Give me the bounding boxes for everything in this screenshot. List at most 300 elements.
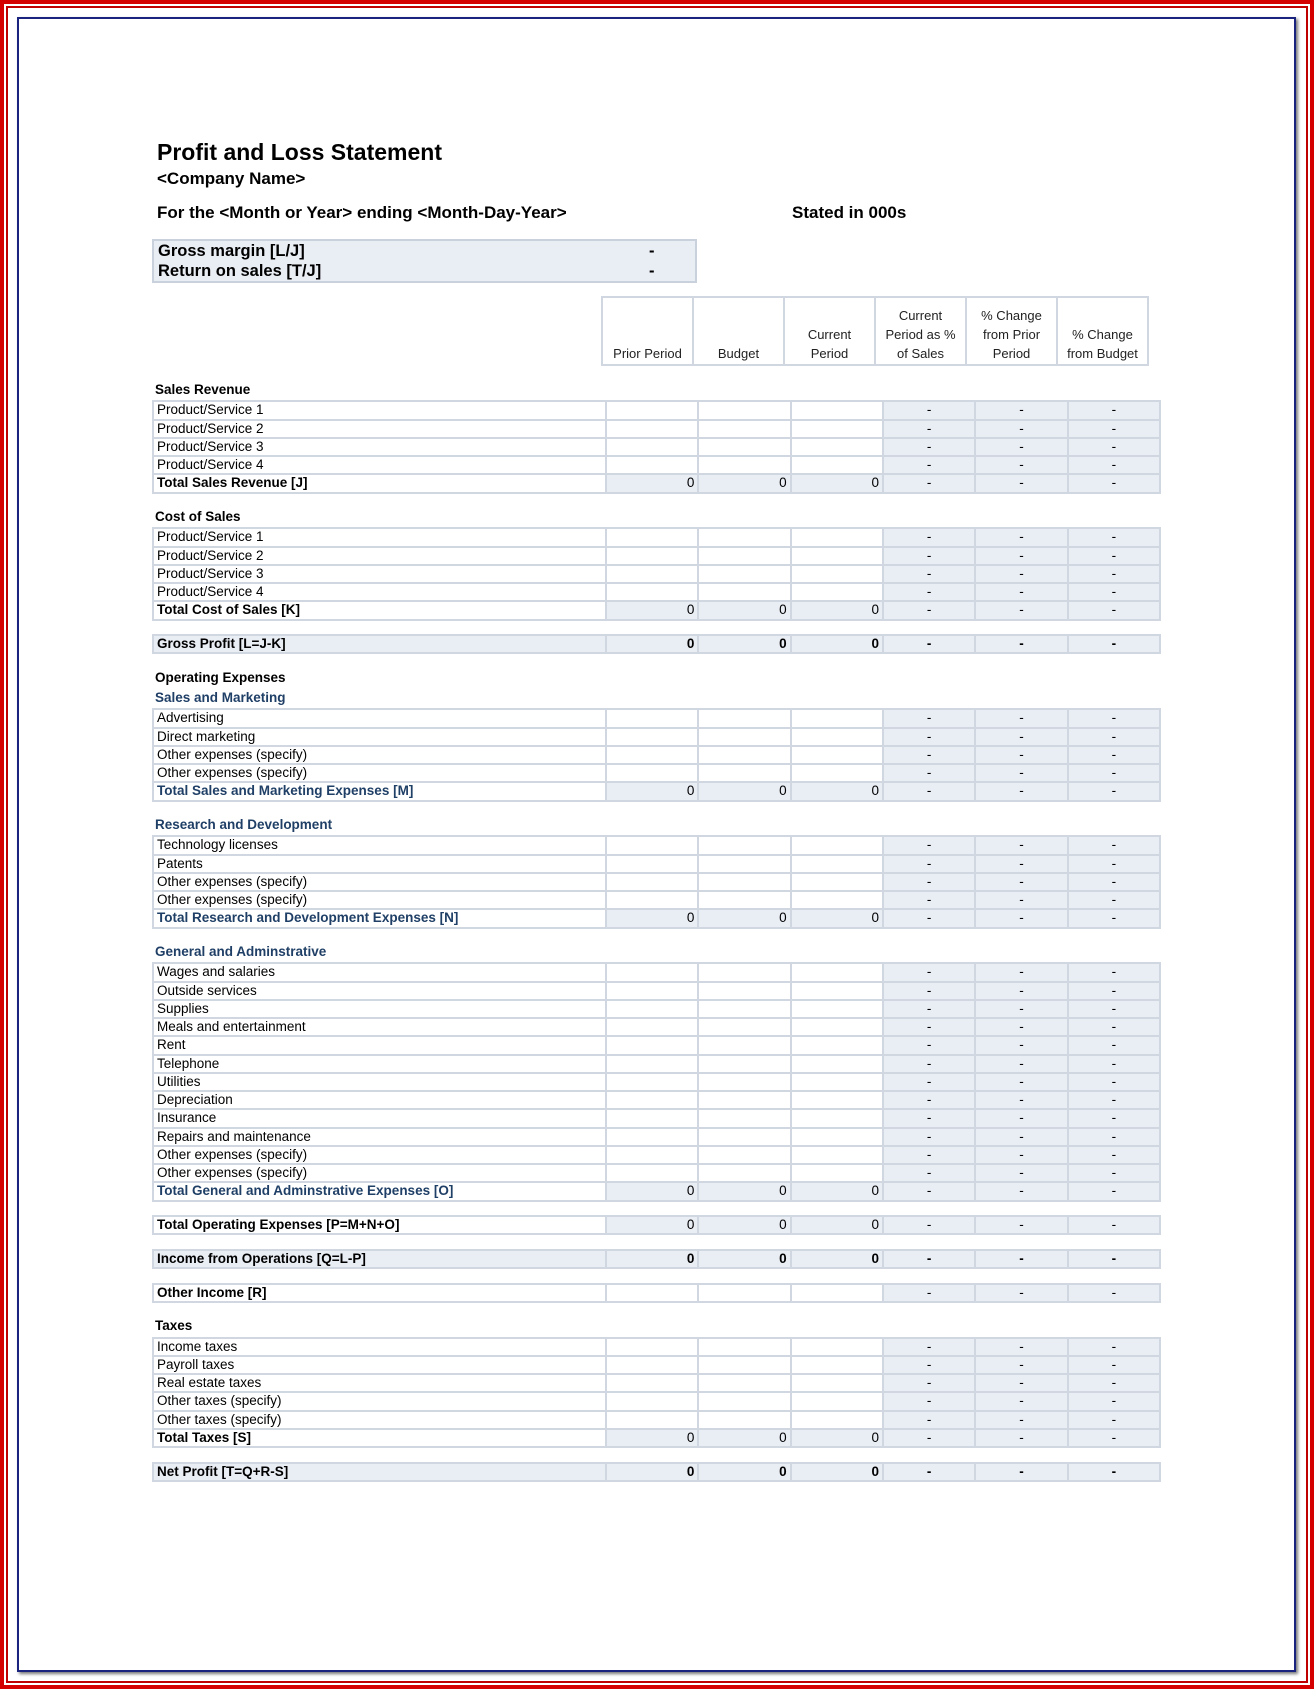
table-row (153, 565, 1160, 583)
amount-cell[interactable] (698, 1392, 790, 1410)
section-table (152, 634, 1161, 654)
row-label: Other expenses (specify) (153, 873, 606, 891)
amount-cell[interactable] (791, 565, 883, 583)
amount-cell: 0 (791, 1250, 883, 1268)
percent-cell: - (975, 891, 1067, 909)
row-label: Net Profit [T=Q+R-S] (153, 1463, 606, 1481)
table-row (153, 855, 1160, 873)
amount-cell[interactable] (698, 1018, 790, 1036)
amount-cell[interactable] (791, 891, 883, 909)
table-row (153, 1338, 1160, 1356)
percent-cell: - (975, 782, 1067, 800)
section-table (152, 527, 1161, 620)
amount-cell[interactable] (606, 728, 698, 746)
amount-cell[interactable] (791, 420, 883, 438)
row-label: Advertising (153, 709, 606, 727)
ratio-gross-margin (154, 241, 695, 261)
percent-cell: - (883, 1036, 975, 1054)
percent-cell: - (975, 709, 1067, 727)
percent-cell: - (1068, 855, 1160, 873)
amount-cell[interactable] (791, 456, 883, 474)
amount-cell[interactable] (791, 528, 883, 546)
row-label: Other expenses (specify) (153, 764, 606, 782)
percent-cell: - (883, 547, 975, 565)
percent-cell: - (1068, 456, 1160, 474)
table-row (153, 709, 1160, 727)
other-row (153, 1284, 1160, 1302)
total-row (153, 909, 1160, 927)
total-row (153, 782, 1160, 800)
amount-cell[interactable] (791, 1411, 883, 1429)
row-label: Payroll taxes (153, 1356, 606, 1374)
amount-cell[interactable] (698, 583, 790, 601)
amount-cell[interactable] (791, 583, 883, 601)
section-heading: Taxes (155, 1318, 193, 1334)
statement-body (152, 380, 1161, 1495)
percent-cell: - (883, 873, 975, 891)
amount-cell[interactable] (606, 836, 698, 854)
row-label: Total Operating Expenses [P=M+N+O] (153, 1216, 606, 1234)
table-row (153, 873, 1160, 891)
percent-cell: - (883, 474, 975, 492)
row-label: Supplies (153, 1000, 606, 1018)
percent-cell: - (975, 1036, 1067, 1054)
stated-units: Stated in 000s (792, 203, 907, 222)
percent-cell: - (975, 746, 1067, 764)
amount-cell: 0 (606, 1463, 698, 1481)
amount-cell[interactable] (791, 1374, 883, 1392)
amount-cell[interactable] (791, 746, 883, 764)
percent-cell: - (1068, 963, 1160, 981)
amount-cell[interactable] (698, 401, 790, 419)
amount-cell[interactable] (791, 836, 883, 854)
table-row (153, 583, 1160, 601)
percent-cell: - (1068, 601, 1160, 619)
amount-cell[interactable] (791, 1164, 883, 1182)
amount-cell[interactable] (698, 1411, 790, 1429)
row-label: Insurance (153, 1109, 606, 1127)
percent-cell: - (1068, 1429, 1160, 1447)
percent-cell: - (975, 438, 1067, 456)
amount-cell[interactable] (606, 1000, 698, 1018)
percent-cell: - (975, 728, 1067, 746)
percent-cell: - (883, 1055, 975, 1073)
percent-cell: - (975, 528, 1067, 546)
table-row (153, 746, 1160, 764)
amount-cell[interactable] (698, 1164, 790, 1182)
amount-cell[interactable] (606, 1146, 698, 1164)
amount-cell[interactable] (791, 1055, 883, 1073)
percent-cell: - (883, 420, 975, 438)
percent-cell: - (975, 1338, 1067, 1356)
ratios-box (152, 239, 697, 283)
amount-cell[interactable] (791, 1000, 883, 1018)
amount-cell[interactable] (791, 1018, 883, 1036)
percent-cell: - (975, 635, 1067, 653)
amount-cell[interactable] (606, 547, 698, 565)
table-row (153, 401, 1160, 419)
statement-section (152, 815, 1161, 929)
percent-cell: - (883, 1073, 975, 1091)
amount-cell[interactable] (698, 982, 790, 1000)
percent-cell: - (975, 1374, 1067, 1392)
amount-cell[interactable] (698, 1356, 790, 1374)
column-headers (603, 296, 1149, 366)
amount-cell: 0 (606, 601, 698, 619)
amount-cell[interactable] (698, 1055, 790, 1073)
row-label: Technology licenses (153, 836, 606, 854)
percent-cell: - (1068, 1128, 1160, 1146)
section-table (152, 1337, 1161, 1449)
amount-cell[interactable] (606, 1338, 698, 1356)
percent-cell: - (975, 764, 1067, 782)
amount-cell[interactable] (698, 728, 790, 746)
amount-cell[interactable] (791, 547, 883, 565)
section-table (152, 962, 1161, 1201)
percent-cell: - (883, 1338, 975, 1356)
percent-cell: - (1068, 420, 1160, 438)
col-prior-period: Prior Period (601, 296, 694, 366)
amount-cell[interactable] (791, 1392, 883, 1410)
amount-cell[interactable] (606, 764, 698, 782)
percent-cell: - (1068, 1392, 1160, 1410)
ratio-value: - (649, 262, 655, 280)
percent-cell: - (1068, 1073, 1160, 1091)
table-row (153, 1109, 1160, 1127)
percent-cell: - (1068, 764, 1160, 782)
total-row (153, 601, 1160, 619)
amount-cell: 0 (698, 635, 790, 653)
amount-cell[interactable] (698, 528, 790, 546)
amount-cell[interactable] (791, 1146, 883, 1164)
row-label: Utilities (153, 1073, 606, 1091)
percent-cell: - (883, 635, 975, 653)
percent-cell: - (975, 456, 1067, 474)
percent-cell: - (975, 1250, 1067, 1268)
percent-cell: - (1068, 528, 1160, 546)
statement-section (152, 942, 1161, 1202)
amount-cell[interactable] (698, 1284, 790, 1302)
col-change-prior: % Change from Prior Period (965, 296, 1058, 366)
table-row (153, 1164, 1160, 1182)
percent-cell: - (1068, 728, 1160, 746)
percent-cell: - (883, 1463, 975, 1481)
row-label: Total Sales and Marketing Expenses [M] (153, 782, 606, 800)
amount-cell[interactable] (606, 1284, 698, 1302)
amount-cell[interactable] (791, 1073, 883, 1091)
percent-cell: - (883, 1091, 975, 1109)
row-label: Income from Operations [Q=L-P] (153, 1250, 606, 1268)
percent-cell: - (883, 1164, 975, 1182)
amount-cell[interactable] (698, 764, 790, 782)
amount-cell[interactable] (606, 528, 698, 546)
percent-cell: - (883, 891, 975, 909)
amount-cell[interactable] (606, 1164, 698, 1182)
amount-cell: 0 (698, 782, 790, 800)
amount-cell: 0 (606, 1182, 698, 1200)
percent-cell: - (1068, 547, 1160, 565)
percent-cell: - (975, 909, 1067, 927)
row-label: Real estate taxes (153, 1374, 606, 1392)
percent-cell: - (975, 1128, 1067, 1146)
percent-cell: - (883, 728, 975, 746)
row-label: Total Research and Development Expenses [N] (153, 909, 606, 927)
table-row (153, 547, 1160, 565)
percent-cell: - (1068, 1018, 1160, 1036)
row-label: Total Sales Revenue [J] (153, 474, 606, 492)
statement-section (152, 1462, 1161, 1482)
statement-section (152, 507, 1161, 621)
amount-cell[interactable] (791, 1356, 883, 1374)
percent-cell: - (975, 982, 1067, 1000)
percent-cell: - (883, 601, 975, 619)
table-row (153, 1411, 1160, 1429)
amount-cell[interactable] (791, 401, 883, 419)
percent-cell: - (883, 1146, 975, 1164)
table-row (153, 420, 1160, 438)
amount-cell: 0 (698, 1429, 790, 1447)
amount-cell: 0 (791, 909, 883, 927)
amount-cell[interactable] (606, 963, 698, 981)
amount-cell[interactable] (606, 1356, 698, 1374)
percent-cell: - (975, 1182, 1067, 1200)
summary-row (153, 635, 1160, 653)
amount-cell[interactable] (791, 728, 883, 746)
amount-cell[interactable] (698, 709, 790, 727)
percent-cell: - (883, 1000, 975, 1018)
row-label: Other taxes (specify) (153, 1392, 606, 1410)
amount-cell[interactable] (791, 855, 883, 873)
amount-cell[interactable] (791, 982, 883, 1000)
amount-cell[interactable] (698, 1128, 790, 1146)
percent-cell: - (1068, 782, 1160, 800)
percent-cell: - (883, 1018, 975, 1036)
page-title: Profit and Loss Statement (157, 139, 442, 165)
summary-row (153, 1250, 1160, 1268)
amount-cell[interactable] (606, 1392, 698, 1410)
table-row (153, 1356, 1160, 1374)
amount-cell[interactable] (606, 583, 698, 601)
percent-cell: - (975, 420, 1067, 438)
percent-cell: - (1068, 1374, 1160, 1392)
amount-cell[interactable] (606, 401, 698, 419)
amount-cell[interactable] (606, 1091, 698, 1109)
amount-cell: 0 (698, 1463, 790, 1481)
amount-cell[interactable] (698, 1091, 790, 1109)
amount-cell[interactable] (791, 1109, 883, 1127)
amount-cell[interactable] (606, 982, 698, 1000)
percent-cell: - (1068, 438, 1160, 456)
statement-section (152, 1215, 1161, 1235)
row-label: Product/Service 3 (153, 565, 606, 583)
amount-cell: 0 (698, 1182, 790, 1200)
percent-cell: - (1068, 873, 1160, 891)
amount-cell[interactable] (698, 963, 790, 981)
percent-cell: - (1068, 1164, 1160, 1182)
table-row (153, 1392, 1160, 1410)
amount-cell[interactable] (606, 1109, 698, 1127)
statement-section (152, 1249, 1161, 1269)
percent-cell: - (975, 474, 1067, 492)
percent-cell: - (975, 1164, 1067, 1182)
percent-cell: - (975, 1463, 1067, 1481)
amount-cell[interactable] (698, 456, 790, 474)
percent-cell: - (1068, 1356, 1160, 1374)
amount-cell[interactable] (698, 746, 790, 764)
statement-section (152, 1283, 1161, 1303)
total-row (153, 1182, 1160, 1200)
percent-cell: - (883, 836, 975, 854)
percent-cell: - (1068, 1091, 1160, 1109)
percent-cell: - (1068, 746, 1160, 764)
amount-cell[interactable] (698, 873, 790, 891)
amount-cell[interactable] (698, 1000, 790, 1018)
amount-cell[interactable] (606, 1055, 698, 1073)
amount-cell: 0 (606, 909, 698, 927)
amount-cell[interactable] (698, 1374, 790, 1392)
amount-cell[interactable] (698, 438, 790, 456)
subsection-heading: Sales and Marketing (155, 690, 286, 705)
amount-cell[interactable] (698, 891, 790, 909)
percent-cell: - (1068, 635, 1160, 653)
table-row (153, 1091, 1160, 1109)
amount-cell[interactable] (791, 1284, 883, 1302)
row-label: Wages and salaries (153, 963, 606, 981)
amount-cell[interactable] (791, 438, 883, 456)
amount-cell: 0 (698, 474, 790, 492)
amount-cell[interactable] (606, 1374, 698, 1392)
amount-cell[interactable] (606, 855, 698, 873)
percent-cell: - (883, 456, 975, 474)
percent-cell: - (883, 1216, 975, 1234)
amount-cell: 0 (606, 1429, 698, 1447)
percent-cell: - (975, 1109, 1067, 1127)
row-label: Total Cost of Sales [K] (153, 601, 606, 619)
section-table (152, 400, 1161, 493)
amount-cell[interactable] (698, 836, 790, 854)
row-label: Product/Service 1 (153, 401, 606, 419)
col-change-budget: % Change from Budget (1056, 296, 1149, 366)
amount-cell: 0 (698, 601, 790, 619)
amount-cell[interactable] (606, 1128, 698, 1146)
table-row (153, 764, 1160, 782)
amount-cell: 0 (791, 1216, 883, 1234)
percent-cell: - (975, 963, 1067, 981)
amount-cell[interactable] (698, 1338, 790, 1356)
row-label: Repairs and maintenance (153, 1128, 606, 1146)
amount-cell[interactable] (606, 438, 698, 456)
total-row (153, 1429, 1160, 1447)
amount-cell[interactable] (698, 547, 790, 565)
amount-cell[interactable] (698, 1109, 790, 1127)
col-budget: Budget (692, 296, 785, 366)
percent-cell: - (883, 1429, 975, 1447)
amount-cell[interactable] (606, 456, 698, 474)
amount-cell[interactable] (606, 873, 698, 891)
percent-cell: - (1068, 1284, 1160, 1302)
percent-cell: - (975, 873, 1067, 891)
table-row (153, 1055, 1160, 1073)
percent-cell: - (975, 547, 1067, 565)
table-row (153, 982, 1160, 1000)
amount-cell[interactable] (791, 709, 883, 727)
percent-cell: - (883, 528, 975, 546)
percent-cell: - (1068, 1463, 1160, 1481)
percent-cell: - (883, 746, 975, 764)
row-label: Other expenses (specify) (153, 891, 606, 909)
percent-cell: - (883, 1356, 975, 1374)
statement-section (152, 1316, 1161, 1448)
table-row (153, 1374, 1160, 1392)
company-name[interactable]: <Company Name> (157, 169, 306, 188)
period-line[interactable]: For the <Month or Year> ending <Month-Day-Year> (157, 203, 567, 222)
amount-cell[interactable] (698, 565, 790, 583)
amount-cell[interactable] (606, 746, 698, 764)
percent-cell: - (975, 1392, 1067, 1410)
percent-cell: - (1068, 401, 1160, 419)
amount-cell[interactable] (698, 420, 790, 438)
section-table (152, 1462, 1161, 1482)
amount-cell[interactable] (606, 1018, 698, 1036)
percent-cell: - (883, 855, 975, 873)
percent-cell: - (1068, 1338, 1160, 1356)
row-label: Product/Service 2 (153, 420, 606, 438)
amount-cell[interactable] (606, 1036, 698, 1054)
percent-cell: - (1068, 1000, 1160, 1018)
amount-cell[interactable] (791, 1091, 883, 1109)
table-row (153, 1146, 1160, 1164)
percent-cell: - (883, 1128, 975, 1146)
amount-cell[interactable] (791, 1128, 883, 1146)
amount-cell: 0 (791, 635, 883, 653)
amount-cell[interactable] (698, 1036, 790, 1054)
percent-cell: - (883, 1182, 975, 1200)
ratio-label: Gross margin [L/J] (158, 242, 305, 260)
amount-cell[interactable] (698, 1073, 790, 1091)
subsection-heading: General and Adminstrative (155, 944, 327, 959)
amount-cell[interactable] (791, 1338, 883, 1356)
amount-cell[interactable] (791, 873, 883, 891)
amount-cell[interactable] (606, 891, 698, 909)
amount-cell[interactable] (698, 855, 790, 873)
amount-cell[interactable] (698, 1146, 790, 1164)
amount-cell[interactable] (606, 420, 698, 438)
percent-cell: - (883, 438, 975, 456)
percent-cell: - (1068, 565, 1160, 583)
amount-cell: 0 (606, 1250, 698, 1268)
ratio-value: - (649, 242, 655, 260)
amount-cell[interactable] (606, 1411, 698, 1429)
table-row (153, 836, 1160, 854)
percent-cell: - (883, 709, 975, 727)
table-row (153, 528, 1160, 546)
section-table (152, 708, 1161, 801)
percent-cell: - (1068, 1411, 1160, 1429)
amount-cell[interactable] (791, 1036, 883, 1054)
percent-cell: - (975, 1356, 1067, 1374)
table-row (153, 456, 1160, 474)
amount-cell[interactable] (791, 963, 883, 981)
percent-cell: - (1068, 1182, 1160, 1200)
amount-cell[interactable] (791, 764, 883, 782)
amount-cell[interactable] (606, 709, 698, 727)
amount-cell[interactable] (606, 565, 698, 583)
row-label: Meals and entertainment (153, 1018, 606, 1036)
percent-cell: - (883, 982, 975, 1000)
amount-cell[interactable] (606, 1073, 698, 1091)
row-label: Direct marketing (153, 728, 606, 746)
percent-cell: - (883, 565, 975, 583)
